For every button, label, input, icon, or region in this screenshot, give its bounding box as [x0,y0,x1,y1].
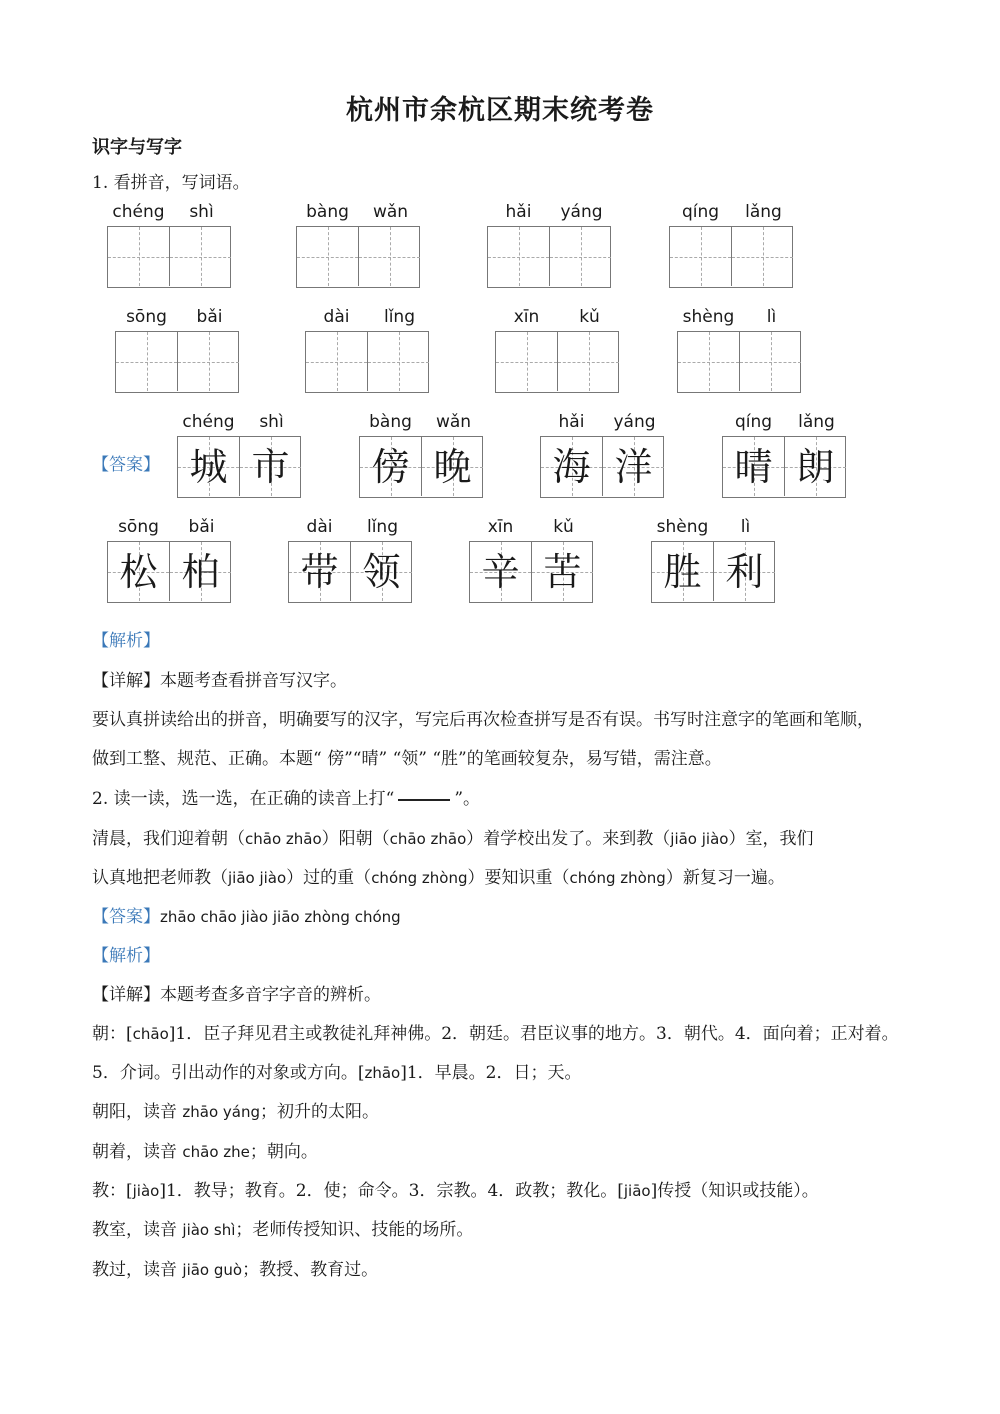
guide-line [147,332,148,391]
guide-line [701,227,702,286]
answer-character: 洋 [614,445,653,489]
pinyin-label: hǎi [505,202,532,222]
pinyin-label: yáng [560,202,603,222]
pinyin-label: qíng [734,412,773,432]
blank-word-8 [677,307,803,397]
word-zhaoyang [92,1102,379,1122]
pinyin: chāo zhe [182,1143,250,1161]
writing-grid[interactable] [296,226,420,288]
writing-grid [651,541,775,603]
answer-word-6 [288,517,414,607]
grid-cell[interactable] [739,332,801,391]
writing-grid[interactable] [669,226,793,288]
pinyin-label: shèng [656,517,709,537]
text: 朝：[ [92,1024,133,1044]
text: 朝着，读音 [92,1142,183,1162]
text: 教室，读音 [92,1220,183,1240]
grid-cell [169,542,231,601]
blank-word-4 [669,202,795,292]
answer-character: 晚 [433,445,472,489]
blank-word-3 [487,202,613,292]
pinyin-label: lì [766,307,777,327]
guide-line [328,227,329,286]
grid-cell [108,542,169,601]
question-1-stem: 1. 看拼音，写词语。 [92,173,250,193]
pinyin-label: lǐng [383,307,415,327]
pinyin: jiāo [623,1182,651,1200]
pinyin: jiào [132,1182,160,1200]
grid-cell[interactable] [488,227,549,286]
option-pinyin: chóng zhòng [569,869,666,887]
blank-word-1 [107,202,233,292]
zhao-definition-2 [92,1063,581,1083]
pinyin-label: shèng [682,307,735,327]
pinyin-label: lǐng [366,517,398,537]
answer-character: 柏 [181,550,220,594]
detail-label-2: 【详解】 [92,985,160,1005]
answer-label-1: 【答案】 [92,455,160,475]
text: ）着学校出发了。来到教（ [466,829,671,849]
pinyin-label: sōng [118,517,159,537]
pinyin-label: shì [259,412,284,432]
guide-line [589,332,590,391]
grid-cell[interactable] [297,227,358,286]
section-heading: 识字与写字 [92,137,182,158]
answer-character: 利 [725,550,764,594]
grid-cell[interactable] [306,332,367,391]
word-chaozhe [92,1142,318,1162]
pinyin-label: kǔ [579,307,600,327]
text: 教：[ [92,1181,133,1201]
option-pinyin: chóng zhòng [371,869,468,887]
grid-cell[interactable] [496,332,557,391]
zhao-definition-1 [92,1024,899,1044]
guide-line [709,332,710,391]
grid-cell [541,437,602,496]
answer-text-2: zhāo chāo jiào jiāo zhòng chóng [160,908,401,926]
pinyin-label: wǎn [372,202,409,222]
text: ）过的重（ [286,868,372,888]
grid-cell [470,542,531,601]
pinyin-label: bǎi [188,517,215,537]
writing-grid[interactable] [487,226,611,288]
guide-line [771,332,772,391]
detail-para-2: 做到工整、规范、正确。本题“ 傍”“晴” “领” “胜”的笔画较复杂，易写错，需注意。 [92,749,722,769]
pinyin-label: lǎng [745,202,782,222]
text: ）阳朝（ [321,829,390,849]
writing-grid [469,541,593,603]
answer-character: 朗 [796,445,835,489]
page-title: 杭州市余杭区期末统考卷 [346,95,654,126]
text: ；教授、教育过。 [242,1260,379,1280]
grid-cell [178,437,239,496]
answer-word-3 [540,412,666,502]
grid-cell [784,437,846,496]
blank-word-2 [296,202,422,292]
grid-cell [421,437,483,496]
pinyin-label: kǔ [553,517,574,537]
pinyin-label: lǎng [798,412,835,432]
pinyin-label: xīn [487,517,514,537]
text: ）新复习一遍。 [665,868,785,888]
answer-word-1 [177,412,303,502]
detail-text-1: 本题考查看拼音写汉字。 [160,671,347,691]
detail-label-1: 【详解】 [92,671,160,691]
answer-label-2: 【答案】 [92,907,160,927]
pinyin-label: bǎi [196,307,223,327]
text: 清晨，我们迎着朝（ [92,829,245,849]
pinyin-label: chéng [182,412,235,432]
answer-character: 领 [362,550,401,594]
grid-cell[interactable] [678,332,739,391]
grid-cell [602,437,664,496]
grid-cell [723,437,784,496]
answer-character: 胜 [663,550,702,594]
guide-line [390,227,391,286]
pinyin-label: shì [189,202,214,222]
answer-2 [92,907,401,927]
grid-cell [239,437,301,496]
pinyin-label: yáng [613,412,656,432]
writing-grid [177,436,301,498]
guide-line [209,332,210,391]
q2-passage-line-1 [92,829,813,849]
guide-line [399,332,400,391]
question-2-stem-a: 2. 读一读，选一选，在正确的读音上打“ [92,789,395,809]
grid-cell[interactable] [731,227,793,286]
grid-cell [360,437,421,496]
writing-grid[interactable] [495,331,619,393]
grid-cell [289,542,350,601]
pinyin: zhāo yáng [182,1103,261,1121]
answer-word-7 [469,517,595,607]
answer-character: 海 [552,445,591,489]
option-pinyin: chāo zhāo [389,830,467,848]
text: ]1．早晨。2．日；天。 [400,1063,582,1083]
detail-2 [92,985,381,1005]
blank-word-6 [305,307,431,397]
writing-grid[interactable] [115,331,239,393]
blank-word-5 [115,307,241,397]
grid-cell[interactable] [549,227,611,286]
grid-cell [713,542,775,601]
pinyin-label: xīn [513,307,540,327]
grid-cell[interactable] [358,227,420,286]
pinyin: jiào shì [182,1221,236,1239]
answer-character: 带 [300,550,339,594]
pinyin: jiāo guò [182,1261,243,1279]
answer-word-5 [107,517,233,607]
writing-grid [107,541,231,603]
grid-cell[interactable] [108,227,169,286]
writing-grid [359,436,483,498]
grid-cell [531,542,593,601]
answer-word-2 [359,412,485,502]
detail-para-1: 要认真拼读给出的拼音，明确要写的汉字，写完后再次检查拼写是否有误。书写时注意字的笔画和笔顺， [92,710,874,730]
option-pinyin: jiāo jiào [670,830,729,848]
writing-grid [540,436,664,498]
pinyin-label: dài [306,517,333,537]
guide-line [337,332,338,391]
guide-line [201,227,202,286]
grid-cell[interactable] [367,332,429,391]
guide-line [139,227,140,286]
answer-character: 城 [189,445,228,489]
pinyin: chāo [132,1025,169,1043]
grid-cell[interactable] [116,332,177,391]
grid-cell[interactable] [177,332,239,391]
analysis-label-2: 【解析】 [92,946,160,966]
detail-1 [92,671,347,691]
answer-word-8 [651,517,777,607]
pinyin-label: sōng [126,307,167,327]
question-2-stem [92,789,480,809]
grid-cell[interactable] [169,227,231,286]
pinyin-label: bàng [306,202,349,222]
guide-line [519,227,520,286]
text: ]1．臣子拜见君主或教徒礼拜神佛。2．朝廷。君臣议事的地方。3．朝代。4．面向着；正对着。 [168,1024,899,1044]
pinyin: zhāo [364,1064,401,1082]
pinyin-label: hǎi [558,412,585,432]
pinyin-label: bàng [369,412,412,432]
detail-text-2: 本题考查多音字字音的辨析。 [160,985,381,1005]
question-2-stem-b: ”。 [454,789,481,809]
text: 朝阳，读音 [92,1102,183,1122]
jiao-definition [92,1181,819,1201]
option-pinyin: chāo zhāo [245,830,322,848]
writing-grid[interactable] [305,331,429,393]
q2-passage-line-2 [92,868,785,888]
writing-grid [722,436,846,498]
text: 5．介词。引出动作的对象或方向。[ [92,1063,365,1083]
analysis-label-1: 【解析】 [92,631,160,651]
pinyin-label: dài [323,307,350,327]
word-jiaoguo [92,1260,378,1280]
answer-word-4 [722,412,848,502]
writing-grid [288,541,412,603]
pinyin-label: chéng [112,202,165,222]
grid-cell[interactable] [670,227,731,286]
answer-character: 晴 [734,445,773,489]
answer-character: 辛 [481,550,520,594]
text: ）要知识重（ [467,868,570,888]
text: ]传授（知识或技能）。 [650,1181,819,1201]
guide-line [581,227,582,286]
answer-blank-mark [398,799,450,801]
text: ；初升的太阳。 [260,1102,380,1122]
answer-character: 市 [251,445,290,489]
answer-character: 苦 [543,550,582,594]
text: ；朝向。 [249,1142,318,1162]
answer-character: 松 [119,550,158,594]
grid-cell[interactable] [557,332,619,391]
option-pinyin: jiāo jiào [228,869,287,887]
text: ]1．教导；教育。2．使；命令。3．宗教。4．政教；教化。[ [159,1181,624,1201]
word-jiaoshi [92,1220,473,1240]
pinyin-label: lì [740,517,751,537]
answer-character: 傍 [371,445,410,489]
guide-line [527,332,528,391]
text: 教过，读音 [92,1260,183,1280]
guide-line [763,227,764,286]
pinyin-label: qíng [681,202,720,222]
text: ；老师传授知识、技能的场所。 [235,1220,474,1240]
writing-grid[interactable] [107,226,231,288]
pinyin-label: wǎn [435,412,472,432]
text: 认真地把老师教（ [92,868,228,888]
grid-cell [350,542,412,601]
text: ）室，我们 [728,829,814,849]
blank-word-7 [495,307,621,397]
writing-grid[interactable] [677,331,801,393]
grid-cell [652,542,713,601]
